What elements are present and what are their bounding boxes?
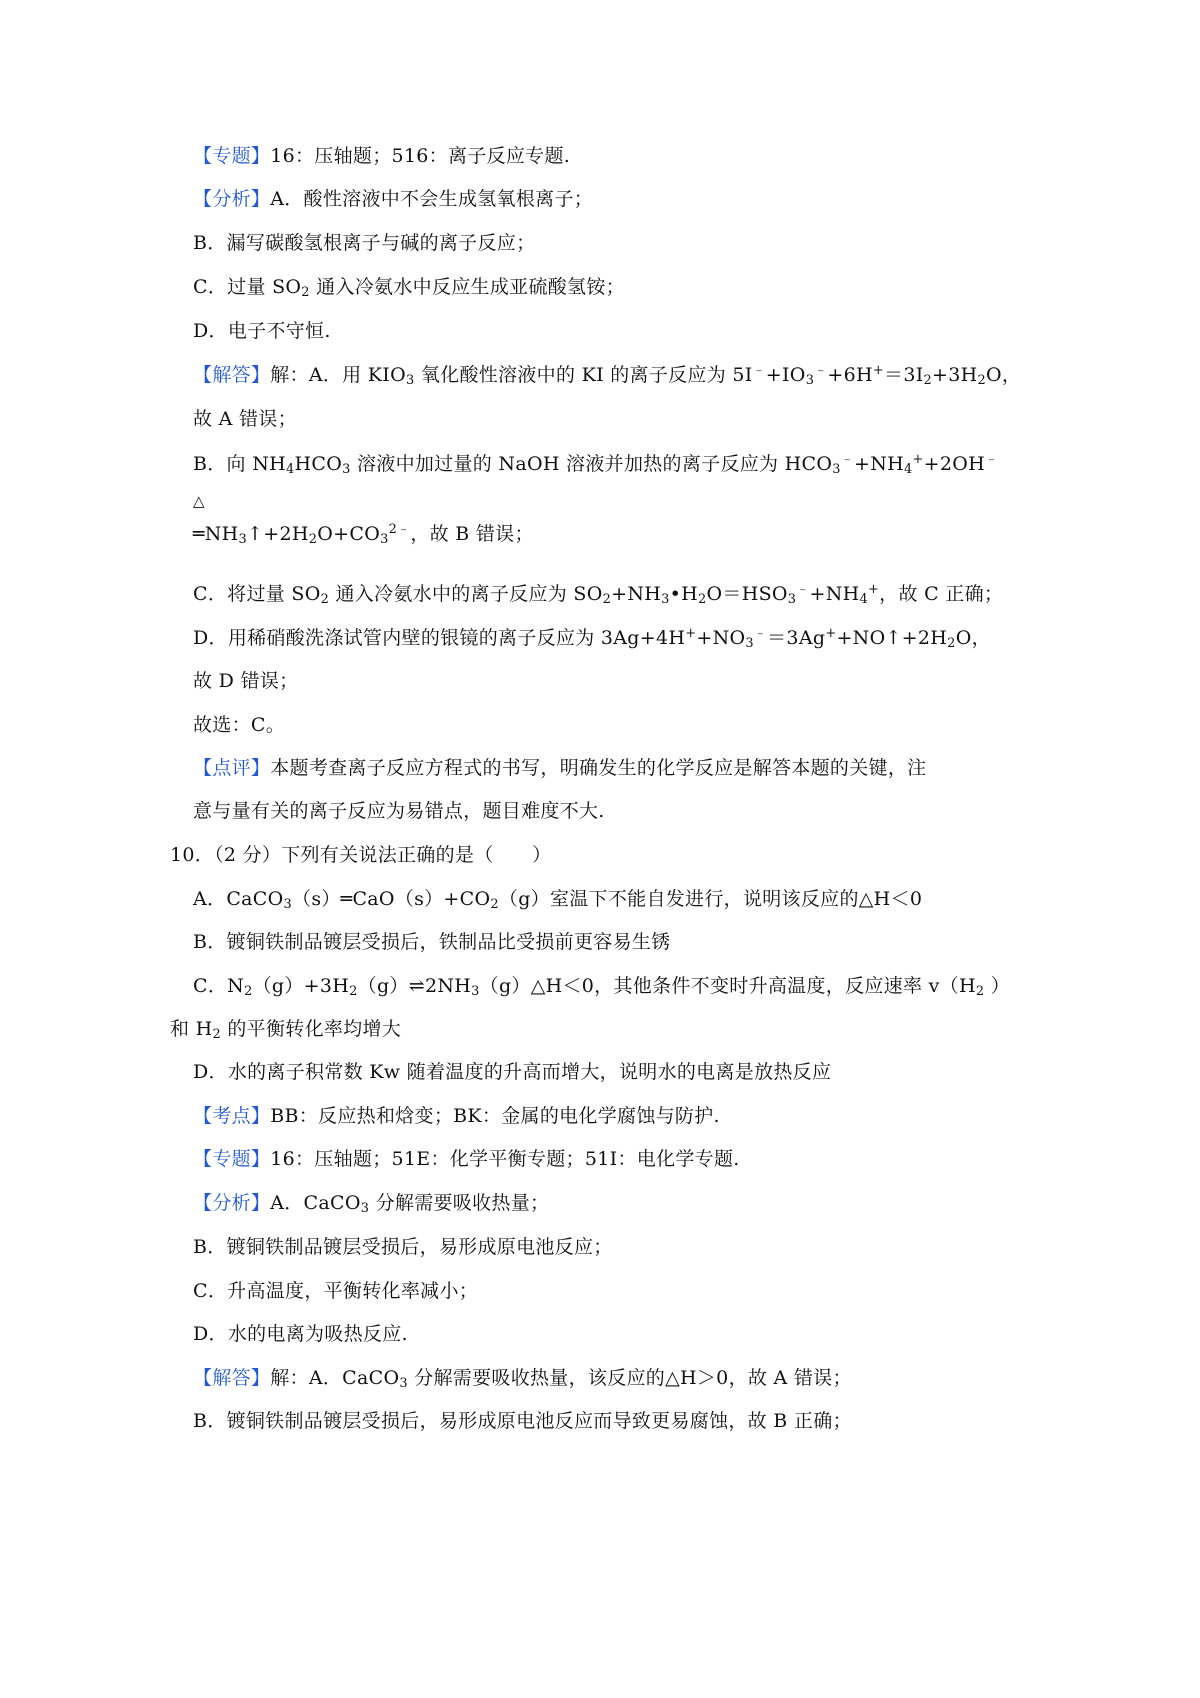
q9-jieda-c: C．将过量 $SO_2$ 通入冷氨水中的离子反应为 $SO_2+NH_3•H_2O=HSO_3^﹣+NH_4^+$，故 C 正确； <box>193 581 1004 608</box>
q10-fenxi-d: D．水的电离为吸热反应. <box>193 1323 408 1345</box>
heat-triangle-icon: △ <box>193 492 205 510</box>
tag-zhuanti-q10: 【专题】 <box>193 1148 271 1170</box>
tag-jieda: 【解答】 <box>193 364 271 386</box>
q9-jieda-a-cont: 故 A 错误； <box>193 408 297 430</box>
tag-zhuanti: 【专题】 <box>193 145 271 167</box>
heating-arrow: △ ═ <box>193 492 205 545</box>
q9-fenxi-a: A．酸性溶液中不会生成氢氧根离子； <box>270 188 594 210</box>
q9-fenxi-line <box>193 185 593 213</box>
q9-guxuan: 故选：C。 <box>193 714 286 736</box>
tag-jieda-q10: 【解答】 <box>193 1367 271 1389</box>
q9-fenxi-d: D．电子不守恒. <box>193 320 331 342</box>
q10-kaodian-line: 【考点】BB：反应热和焓变；BK：金属的电化学腐蚀与防护. <box>193 1105 720 1127</box>
q9-jieda-d-cont: 故 D 错误； <box>193 670 299 692</box>
q10-option-a: A．$CaCO_3(s)═CaO(s)+CO_2(g)$室温下不能自发进行，说明该反应的△H＜0 <box>193 888 923 913</box>
q9-zhuanti-text: 16：压轴题；516：离子反应专题. <box>270 145 571 167</box>
q9-zhuanti-line <box>193 142 570 170</box>
tag-fenxi: 【分析】 <box>193 188 271 210</box>
q9-fenxi-b: B．漏写碳酸氢根离子与碱的离子反应； <box>193 232 536 254</box>
q10-option-c: C．$N_2(g)+3H_2(g)\rightleftharpoons 2NH_3(g)\triangle H<0$，其他条件不变时升高温度，反应速率 $v(H_2$ ） <box>193 975 1010 1000</box>
q9-dianping-cont: 意与量有关的离子反应为易错点，题目难度不大. <box>193 800 605 822</box>
q10-fenxi-b: B．镀铜铁制品镀层受损后，易形成原电池反应； <box>193 1236 613 1258</box>
q10-zhuanti-line: 【专题】16：压轴题；51E：化学平衡专题；51I：电化学专题. <box>193 1148 740 1170</box>
q10-stem: 10．（2 分）下列有关说法正确的是（ ） <box>170 844 552 866</box>
q9-jieda-b-cont: △ $═NH_3↑+2H_2O+CO_3^{2﹣}$，故 B 错误； <box>193 492 534 548</box>
q9-fenxi-c: C．过量 $SO_2$ 通入冷氨水中反应生成亚硫酸氢铵； <box>193 276 625 301</box>
q9-jieda-d: D．用稀硝酸洗涤试管内壁的银镜的离子反应为 $3Ag+4H^++NO_3^﹣=3Ag^++NO↑+2H_2O$， <box>193 625 991 652</box>
q9-dianping-line: 【点评】本题考查离子反应方程式的书写，明确发生的化学反应是解答本题的关键，注 <box>193 757 927 779</box>
q10-jieda-b: B．镀铜铁制品镀层受损后，易形成原电池反应而导致更易腐蚀，故 B 正确； <box>193 1410 852 1432</box>
q9-jieda-b: B．向 $NH_4HCO_3$ 溶液中加过量的 NaOH 溶液并加热的离子反应为 $HCO_3^﹣+NH_4^++2OH^﹣$ <box>193 451 999 478</box>
q10-option-b: B．镀铜铁制品镀层受损后，铁制品比受损前更容易生锈 <box>193 931 671 953</box>
q10-option-d: D．水的离子积常数 Kw 随着温度的升高而增大，说明水的电离是放热反应 <box>193 1061 832 1083</box>
q10-jieda-line: 【解答】解：A．CaCO$_3$ 分解需要吸收热量，该反应的△H＞0，故 A 错误； <box>193 1367 852 1392</box>
tag-dianping: 【点评】 <box>193 757 271 779</box>
q9-jieda-line: 【解答】解：A．用 $KIO_3$ 氧化酸性溶液中的 KI 的离子反应为 $5I^﹣+IO_3^﹣+6H^+=3I_2+3H_2O$， <box>193 362 1022 389</box>
tag-kaodian: 【考点】 <box>193 1105 271 1127</box>
tag-fenxi-q10: 【分析】 <box>193 1192 271 1214</box>
q10-fenxi-c: C．升高温度，平衡转化率减小； <box>193 1280 479 1302</box>
q10-option-c-cont: 和 $H_2$ 的平衡转化率均增大 <box>170 1018 402 1043</box>
q10-fenxi-line: 【分析】A．CaCO$_3$ 分解需要吸收热量； <box>193 1192 550 1217</box>
